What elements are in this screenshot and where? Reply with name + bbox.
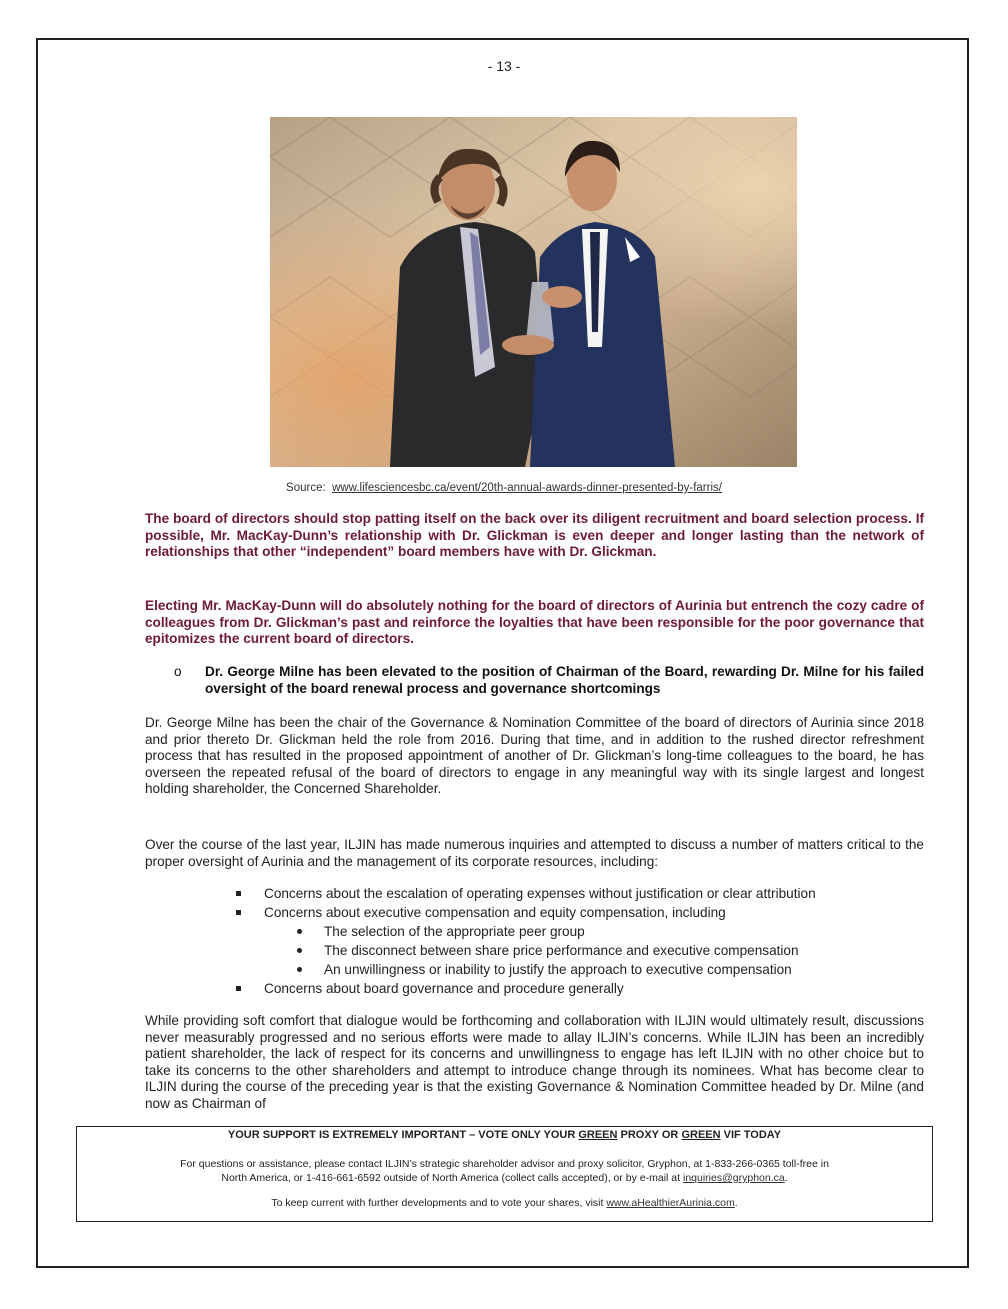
caption-label: Source: [286, 482, 326, 494]
dot-bullet-icon [297, 948, 302, 953]
sub-list-item: An unwillingness or inability to justify the approach to executive compensation [324, 962, 792, 977]
circle-bullet-icon: o [174, 664, 182, 679]
dot-bullet-icon [297, 929, 302, 934]
paragraph-mackay-dunn: Electing Mr. MacKay-Dunn will do absolutely nothing for the board of directors of Aurinia but entrench the cozy cadre of colleagues from Dr. Glickman’s past and reinforce the loyalties that have been responsible for the poor governance that epitomizes the current board of directors. [145, 598, 924, 647]
footer-headline: YOUR SUPPORT IS EXTREMELY IMPORTANT – VOTE ONLY YOUR GREEN PROXY OR GREEN VIF TODAY [227, 1129, 782, 1141]
paragraph-dialogue: While providing soft comfort that dialogue would be forthcoming and collaboration with ILJIN would ultimately result, discussions never measurably progressed and no serious efforts were made to allay ILJIN’s concerns. While ILJIN has been an incredibly patient shareholder, the lack of respect for its concerns and unwillingness to engage has left ILJIN with no other choice but to take its concerns to the other shareholders and attempt to introduce change through its nominees. What has become clear to ILJIN during the course of the preceding year is that the existing Governance & Nomination Committee headed by Dr. Milne (and now as Chairman of [145, 1013, 924, 1111]
caption-source-link[interactable]: www.lifesciencesbc.ca/event/20th-annual-awards-dinner-presented-by-farris/ [332, 482, 722, 494]
list-item: Concerns about executive compensation and equity compensation, including [264, 905, 726, 920]
list-item: Concerns about board governance and procedure generally [264, 981, 624, 996]
email-link[interactable]: inquiries@gryphon.ca [683, 1172, 785, 1184]
bullet-heading-milne [170, 664, 924, 697]
bullet-heading-text: Dr. George Milne has been elevated to the position of Chairman of the Board, rewarding Dr. Milne for his failed oversight of the board renewal process and governance shortcomings [205, 664, 924, 696]
footer-box [76, 1126, 933, 1222]
paragraph-milne-chair: Dr. George Milne has been the chair of the Governance & Nomination Committee of the board of directors of Aurinia since 2018 and prior thereto Dr. Glickman held the role from 2016. During that time, and in addition to the rushed director refreshment process that has resulted in the proposed appointment of another of Dr. Glickman’s long-time colleagues to the board, he has overseen the repeated refusal of the board of directors to engage in any meaningful way with its single largest and longest holding shareholder, the Concerned Shareholder. [145, 715, 924, 797]
website-link[interactable]: www.aHealthierAurinia.com [606, 1197, 735, 1209]
square-bullet-icon [236, 986, 241, 991]
list-item: Concerns about the escalation of operating expenses without justification or clear attribution [264, 886, 816, 901]
photo-caption [0, 482, 1008, 494]
footer-visit: To keep current with further developments and to vote your shares, visit www.aHealthierAurinia.com. [271, 1197, 738, 1209]
page-number: - 13 - [487, 58, 521, 74]
paragraph-board-selection: The board of directors should stop patting itself on the back over its diligent recruitment and board selection process. If possible, Mr. MacKay-Dunn’s relationship with Dr. Glickman is even deeper and longer lasting than the network of relationships that other “independent” board members have with Dr. Glickman. [145, 511, 924, 560]
dot-bullet-icon [297, 967, 302, 972]
footer-contact: For questions or assistance, please contact ILJIN’s strategic shareholder advisor and proxy solicitor, Gryphon, at 1-833-266-0365 toll-free in North America, or 1-416-661-6592 outside of North America (collect calls accepted), or by e-mail at inquiries@gryphon.ca. [180, 1158, 829, 1184]
paragraph-iljin-inquiries: Over the course of the last year, ILJIN has made numerous inquiries and attempted to discuss a number of matters critical to the proper oversight of Aurinia and the management of its corporate resources, including: [145, 837, 924, 869]
square-bullet-icon [236, 891, 241, 896]
sub-list-item: The disconnect between share price performance and executive compensation [324, 943, 799, 958]
award-photo [270, 117, 797, 467]
square-bullet-icon [236, 910, 241, 915]
sub-list-item: The selection of the appropriate peer group [324, 924, 585, 939]
